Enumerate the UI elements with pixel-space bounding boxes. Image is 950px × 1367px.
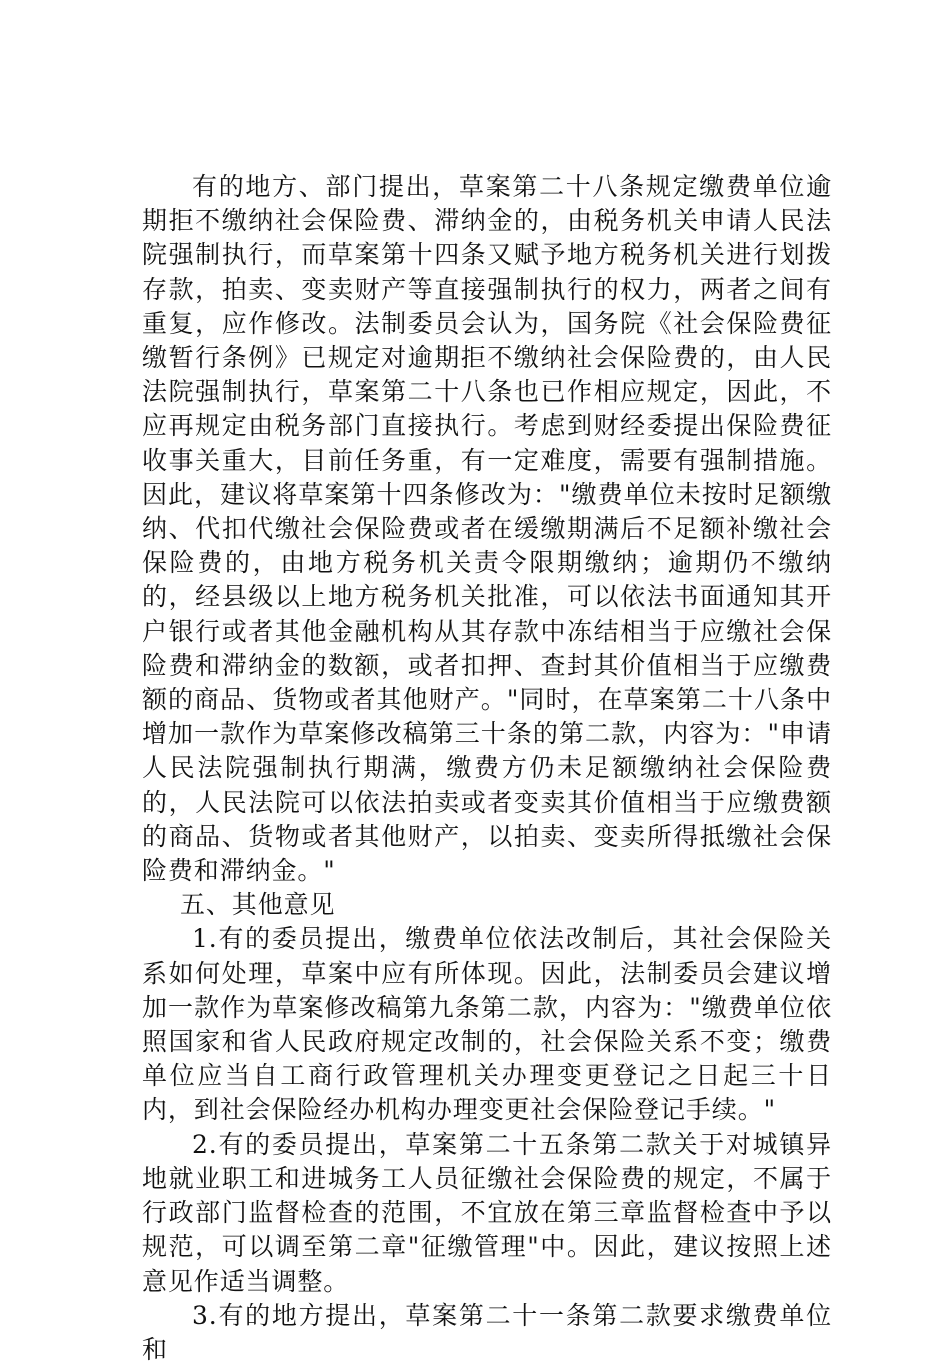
paragraph-item-2: 2.有的委员提出，草案第二十五条第二款关于对城镇异地就业职工和进城务工人员征缴社会保险费的规定，不属于行政部门监督检查的范围，不宜放在第三章监督检查中予以规范，可以调至第二章"征缴管理"中。因此，建议按照上述意见作适当调整。 <box>142 1129 832 1296</box>
paragraph-item-1: 1.有的委员提出，缴费单位依法改制后，其社会保险关系如何处理，草案中应有所体现。因此，法制委员会建议增加一款作为草案修改稿第九条第二款，内容为："缴费单位依照国家和省人民政府规定改制的，社会保险关系不变；缴费单位应当自工商行政管理机关办理变更登记之日起三十日内，到社会保险经办机构办理变更社会保险登记手续。" <box>142 924 832 1125</box>
paragraph-item-3: 3.有的地方提出，草案第二十一条第二款要求缴费单位和 <box>142 1300 832 1364</box>
section-heading-other-opinions: 五、其他意见 <box>180 890 336 920</box>
paragraph-enforcement: 有的地方、部门提出，草案第二十八条规定缴费单位逾期拒不缴纳社会保险费、滞纳金的，由税务机关申请人民法院强制执行，而草案第十四条又赋予地方税务机关进行划拨存款，拍卖、变卖财产等直接强制执行的权力，两者之间有重复，应作修改。法制委员会认为，国务院《社会保险费征缴暂行条例》已规定对逾期拒不缴纳社会保险费的，由人民法院强制执行，草案第二十八条也已作相应规定，因此，不应再规定由税务部门直接执行。考虑到财经委提出保险费征收事关重大，目前任务重，有一定难度，需要有强制措施。因此，建议将草案第十四条修改为："缴费单位未按时足额缴纳、代扣代缴社会保险费或者在缓缴期满后不足额补缴社会保险费的，由地方税务机关责令限期缴纳；逾期仍不缴纳的，经县级以上地方税务机关批准，可以依法书面通知其开户银行或者其他金融机构从其存款中冻结相当于应缴社会保险费和滞纳金的数额，或者扣押、查封其价值相当于应缴费额的商品、货物或者其他财产。"同时，在草案第二十八条中增加一款作为草案修改稿第三十条的第二款，内容为："申请人民法院强制执行期满，缴费方仍未足额缴纳社会保险费的，人民法院可以依法拍卖或者变卖其价值相当于应缴费额的商品、货物或者其他财产，以拍卖、变卖所得抵缴社会保险费和滞纳金。" <box>142 172 832 886</box>
document-body <box>142 170 832 1367</box>
